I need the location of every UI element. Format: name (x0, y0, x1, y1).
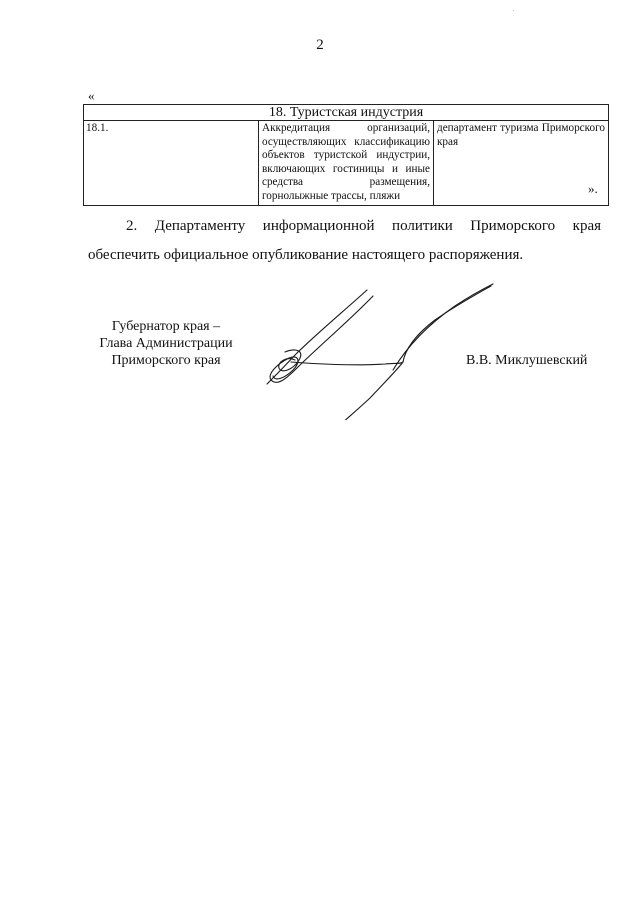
handwritten-signature (255, 280, 495, 420)
signer-title-line-3: Приморского края (111, 353, 221, 368)
table-row (84, 121, 609, 206)
opening-quote: « (88, 88, 95, 103)
signer-title-line-2: Глава Администрации (99, 336, 233, 351)
table-section-row (84, 105, 609, 121)
paragraph-line-2: обеспечить официальное опубликование настоящего распоряжения. (88, 247, 524, 263)
row-number: 18.1. (84, 121, 259, 206)
signer-name: В.В. Миклушевский (466, 353, 588, 368)
signer-title-line-1: Губернатор края – (111, 319, 221, 334)
paragraph-line-1: 2. Департаменту информационной политики Приморского края (126, 218, 601, 234)
activities-table-wrapper (83, 104, 609, 206)
page-number: 2 (316, 37, 324, 53)
scan-speck (513, 10, 514, 11)
closing-quote: ». (588, 181, 598, 196)
section-title: 18. Туристская индустрия (84, 105, 609, 121)
row-responsible: департамент туризма Приморского края (434, 121, 609, 206)
row-activity: Аккредитация организаций, осуществляющих классификацию объектов туристской индустрии, включающих гостиницы и иные средства размещения, горнолыжные трассы, пляжи (259, 121, 434, 206)
activities-table (83, 104, 609, 206)
signer-title (86, 318, 246, 369)
instruction-paragraph (88, 212, 601, 270)
